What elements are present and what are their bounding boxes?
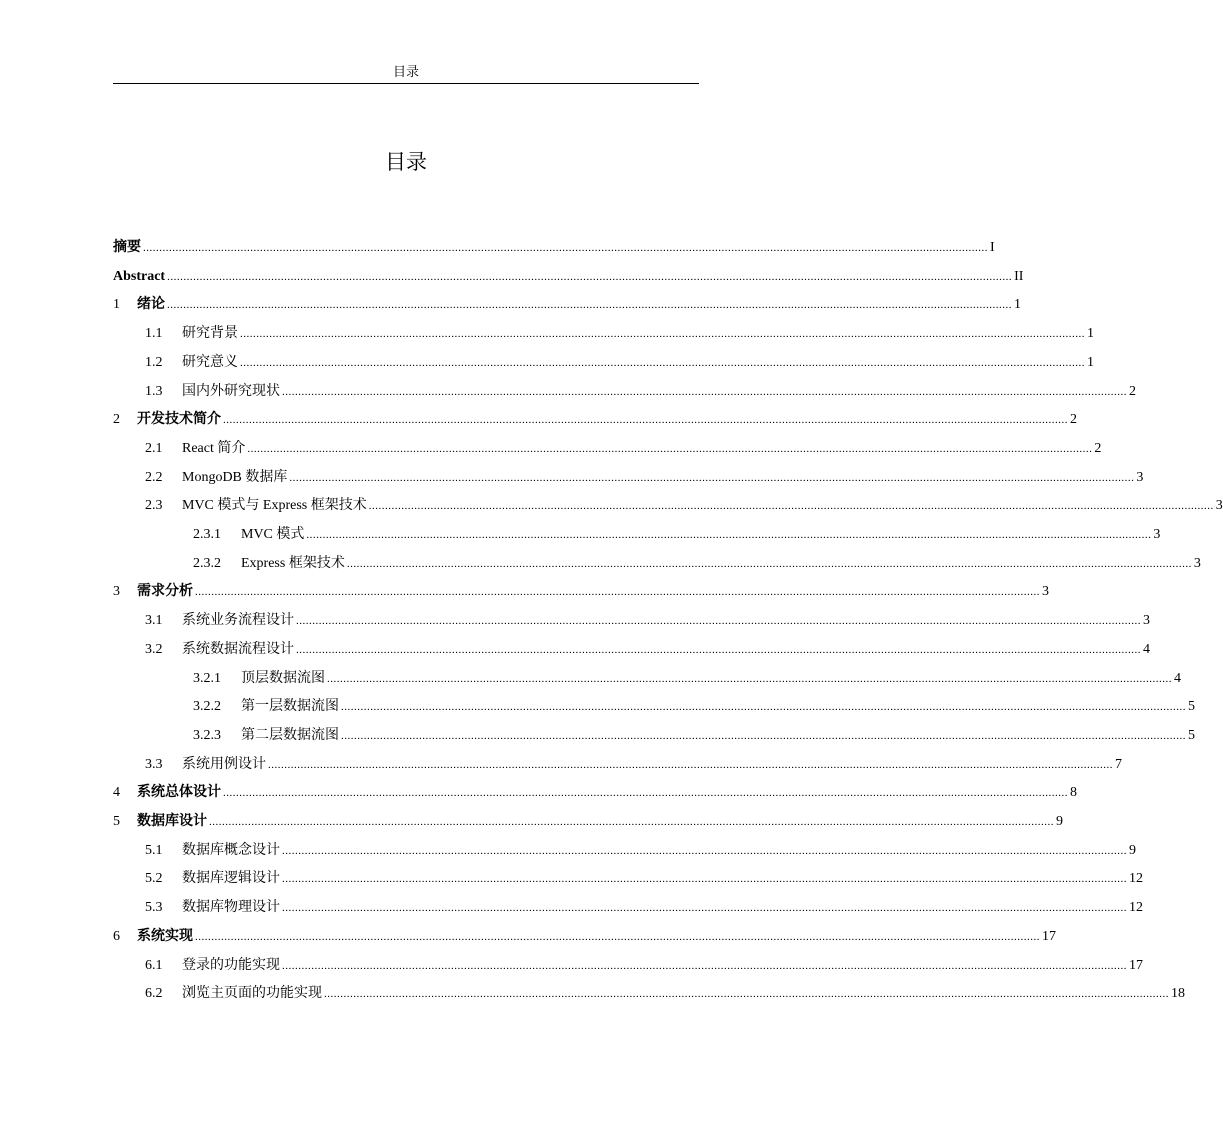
toc-leader-dots: .................................................................................................................................................................................................................................................................... [324,988,1169,1001]
toc-entry-label: 数据库概念设计 [182,842,280,858]
toc-entry[interactable] [113,237,995,259]
toc-entry[interactable] [113,381,1136,403]
running-header: 目录 [392,65,419,80]
toc-leader-dots: .................................................................................................................................................................................................................................................................... [296,643,1141,656]
toc-entry[interactable] [113,696,1195,718]
toc-leader-dots: .................................................................................................................................................................................................................................................................... [327,672,1172,685]
toc-entry-label: 绪论 [137,297,165,313]
toc-entry-label: 研究背景 [182,326,238,342]
toc-leader-dots: .................................................................................................................................................................................................................................................................... [296,615,1141,628]
toc-leader-dots: .................................................................................................................................................................................................................................................................... [209,816,1054,828]
toc-entry-page-number: 17 [1129,957,1143,973]
toc-entry[interactable] [113,553,1201,575]
toc-entry[interactable] [113,983,1185,1005]
toc-entry[interactable] [113,725,1195,747]
toc-leader-dots: .................................................................................................................................................................................................................................................................... [240,328,1085,341]
toc-entry-page-number: 12 [1129,900,1143,916]
toc-entry-page-number: 9 [1129,842,1136,858]
toc-entry[interactable] [113,294,1021,316]
toc-entry[interactable] [113,438,1102,460]
toc-entry[interactable] [113,524,1161,546]
toc-leader-dots: .................................................................................................................................................................................................................................................................... [167,270,1013,283]
toc-entry-label: 浏览主页面的功能实现 [182,986,322,1002]
toc-entry-page-number: 1 [1087,326,1094,342]
toc-leader-dots: .................................................................................................................................................................................................................................................................... [282,844,1127,857]
toc-entry-number: 5.3 [145,900,163,916]
toc-entry[interactable] [113,323,1094,345]
toc-entry-label: 数据库设计 [137,814,207,829]
toc-leader-dots: .................................................................................................................................................................................................................................................................... [346,557,1192,570]
toc-entry-label: 登录的功能实现 [182,957,280,973]
toc-entry-label: 系统总体设计 [137,785,221,801]
toc-entry-page-number: 3 [1215,498,1223,514]
toc-entry-page-number: 2 [1070,412,1077,428]
toc-leader-dots: .................................................................................................................................................................................................................................................................... [223,787,1068,800]
toc-entry-page-number: 5 [1188,699,1195,715]
toc-entry-page-number: 3 [1153,527,1161,542]
toc-entry-label: 数据库物理设计 [182,900,280,916]
toc-leader-dots: .................................................................................................................................................................................................................................................................... [247,442,1093,455]
toc-entry-number: 3.2.1 [193,670,221,686]
toc-entry-label: 系统实现 [137,928,193,944]
toc-entry-label: 第一层数据流图 [241,699,339,715]
header-rule [113,83,699,84]
toc-entry-number: 1 [113,297,120,313]
toc-entry-number: 3.3 [145,756,163,772]
toc-entry-number: 5 [113,814,120,829]
toc-leader-dots: .................................................................................................................................................................................................................................................................... [195,586,1040,599]
toc-entry-page-number: 8 [1070,785,1077,801]
toc-entry-label: MVC 模式与 Express 框架技术 [182,498,367,514]
toc-entry[interactable] [113,926,1056,948]
toc-leader-dots: .................................................................................................................................................................................................................................................................... [341,701,1186,714]
toc-entry-number: 4 [113,785,120,801]
toc-entry-number: 2 [113,412,120,428]
toc-entry-number: 1.3 [145,383,163,399]
toc-entry-number: 2.3.1 [193,527,221,542]
toc-leader-dots: .................................................................................................................................................................................................................................................................... [195,930,1040,943]
toc-entry-label: 系统用例设计 [182,756,266,772]
toc-entry[interactable] [113,668,1181,690]
toc-entry[interactable] [113,840,1136,862]
toc-entry-number: 5.1 [145,842,163,858]
toc-entry-label: 开发技术简介 [137,412,221,428]
toc-entry-page-number: II [1014,268,1024,284]
toc-leader-dots: .................................................................................................................................................................................................................................................................... [143,242,988,254]
toc-leader-dots: .................................................................................................................................................................................................................................................................... [368,500,1214,513]
toc-entry-page-number: 4 [1143,641,1150,657]
toc-entry-label: 研究意义 [182,354,238,370]
toc-entry-page-number: 3 [1193,555,1201,571]
toc-leader-dots: .................................................................................................................................................................................................................................................................... [306,529,1152,541]
toc-entry-number: 3.2 [145,641,163,657]
toc-entry[interactable] [113,495,1223,517]
toc-entry-label: 顶层数据流图 [241,670,325,686]
toc-entry-number: 2.2 [145,469,163,485]
toc-entry-number: 3.1 [145,613,163,629]
toc-entry-label: 系统业务流程设计 [182,613,294,629]
toc-entry-number: 6.2 [145,986,163,1002]
toc-entry-page-number: 3 [1136,469,1144,485]
toc-leader-dots: .................................................................................................................................................................................................................................................................... [268,758,1113,771]
toc-entry-number: 1.1 [145,326,163,342]
toc-entry-page-number: 3 [1143,613,1150,629]
toc-entry-number: 2.1 [145,440,163,456]
toc-leader-dots: .................................................................................................................................................................................................................................................................... [341,729,1186,742]
toc-entry-label: MongoDB 数据库 [182,469,288,485]
toc-entry-page-number: 5 [1188,727,1195,743]
toc-entry[interactable] [113,782,1077,804]
toc-entry[interactable] [113,610,1150,632]
toc-entry[interactable] [113,955,1143,977]
toc-entry-number: 5.2 [145,871,163,887]
toc-entry-label: 需求分析 [137,584,193,600]
toc-entry-page-number: 12 [1129,871,1143,887]
toc-entry-label: React 简介 [182,440,246,456]
toc-leader-dots: .................................................................................................................................................................................................................................................................... [223,414,1068,427]
toc-leader-dots: .................................................................................................................................................................................................................................................................... [282,902,1127,915]
toc-entry-number: 3.2.2 [193,699,221,715]
toc-leader-dots: .................................................................................................................................................................................................................................................................... [282,873,1127,886]
toc-entry-page-number: 9 [1056,814,1063,829]
toc-entry[interactable] [113,897,1143,919]
toc-leader-dots: .................................................................................................................................................................................................................................................................... [240,356,1085,369]
toc-entry-page-number: 1 [1014,297,1021,313]
toc-entry-page-number: I [990,240,995,255]
toc-entry[interactable] [113,467,1144,489]
toc-entry-label: 国内外研究现状 [182,383,280,399]
toc-entry-label: Abstract [113,268,166,284]
toc-leader-dots: .................................................................................................................................................................................................................................................................... [282,959,1127,972]
toc-entry-page-number: 4 [1174,670,1181,686]
toc-entry-page-number: 17 [1042,928,1056,944]
toc-entry-label: 摘要 [113,240,141,255]
toc-entry-label: 系统数据流程设计 [182,641,294,657]
toc-entry-label: MVC 模式 [241,527,305,542]
toc-entry-label: 数据库逻辑设计 [182,871,280,887]
toc-entry-page-number: 18 [1171,986,1185,1002]
toc-entry-page-number: 2 [1129,383,1136,399]
toc-entry[interactable] [113,811,1063,833]
toc-entry[interactable] [113,868,1143,890]
toc-entry-number: 3 [113,584,120,600]
toc-entry-label: Express 框架技术 [241,555,345,571]
toc-leader-dots: .................................................................................................................................................................................................................................................................... [282,385,1127,398]
toc-entry-page-number: 2 [1094,440,1102,456]
toc-entry-number: 3.2.3 [193,727,221,743]
toc-entry[interactable] [113,639,1150,661]
toc-entry-number: 2.3.2 [193,555,221,571]
toc-entry[interactable] [113,266,1024,288]
toc-entry[interactable] [113,754,1122,776]
toc-entry[interactable] [113,409,1077,431]
toc-entry-label: 第二层数据流图 [241,727,339,743]
toc-entry[interactable] [113,352,1094,374]
toc-entry-number: 6.1 [145,957,163,973]
page-title: 目录 [385,150,427,174]
toc-entry-page-number: 1 [1087,354,1094,370]
toc-entry-number: 6 [113,928,120,944]
toc-entry-number: 1.2 [145,354,163,370]
toc-leader-dots: .................................................................................................................................................................................................................................................................... [289,471,1135,484]
toc-entry-page-number: 3 [1042,584,1049,600]
toc-leader-dots: .................................................................................................................................................................................................................................................................... [167,299,1012,312]
toc-entry-number: 2.3 [145,498,163,514]
toc-entry[interactable] [113,581,1049,603]
toc-entry-page-number: 7 [1115,756,1122,772]
